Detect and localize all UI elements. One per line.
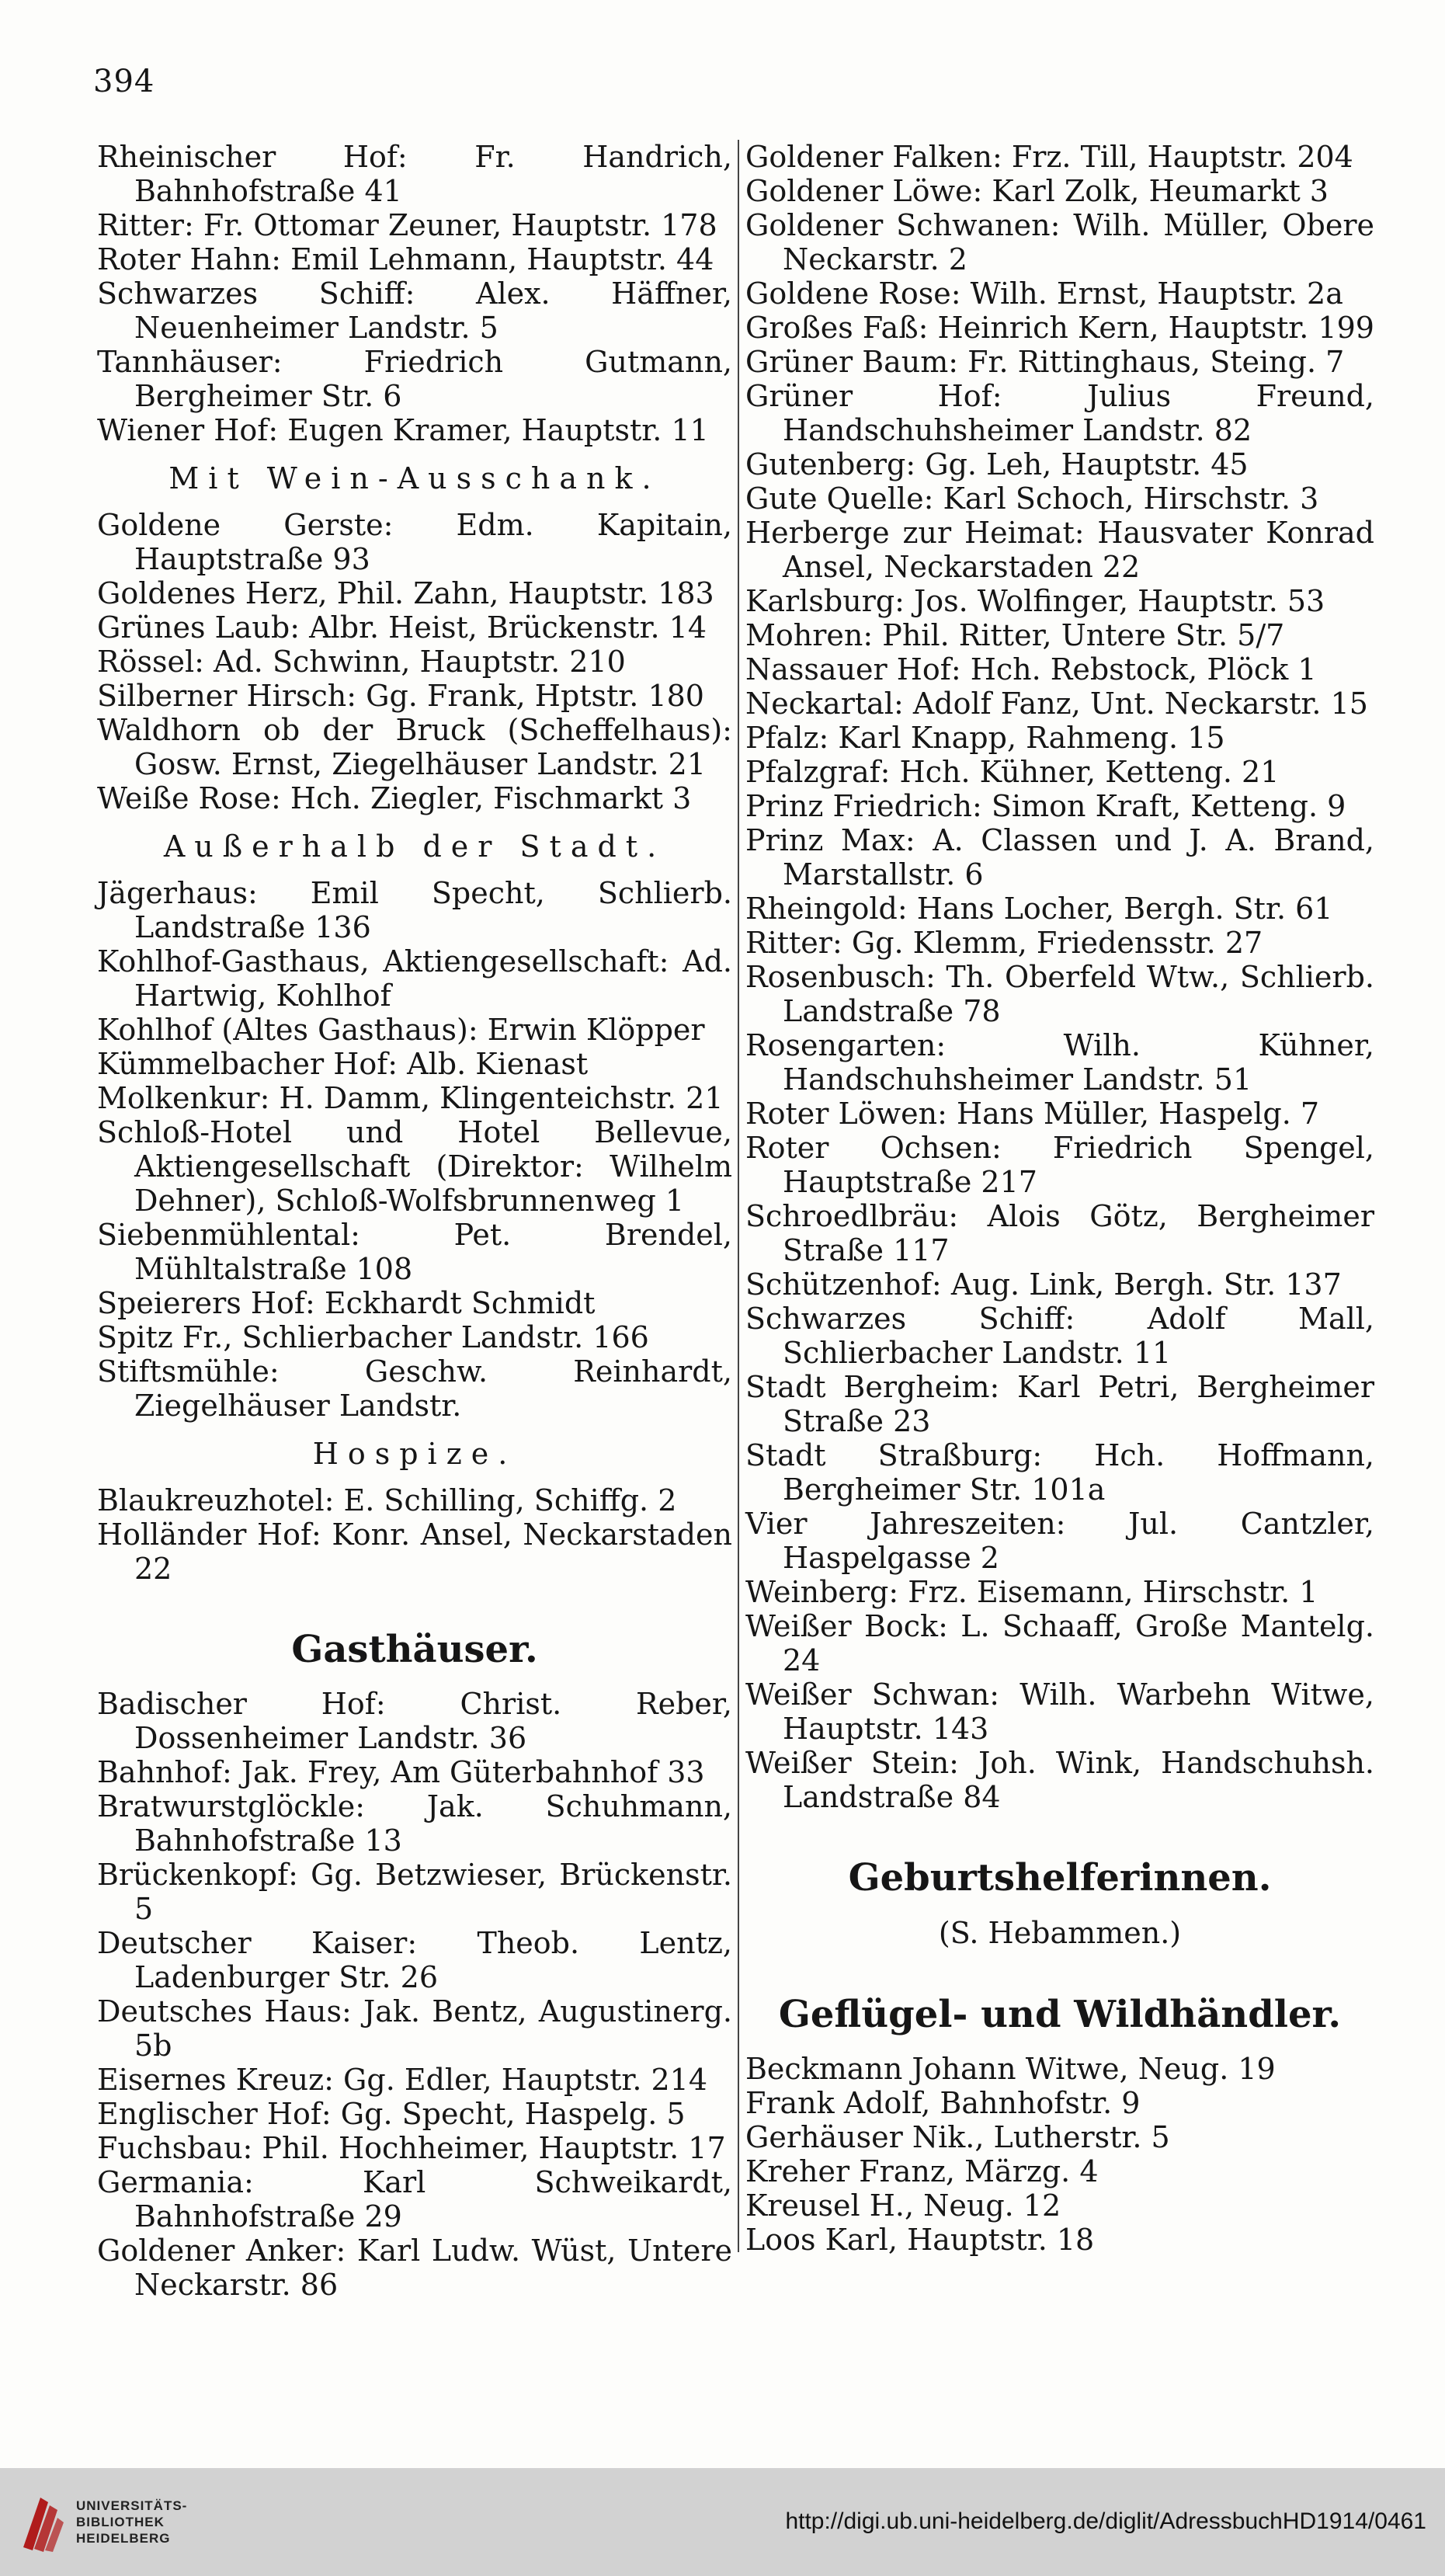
directory-entry: Rosenbusch: Th. Oberfeld Wtw., Schlierb. Landstraße 78: [745, 960, 1374, 1028]
directory-entry: Eisernes Kreuz: Gg. Edler, Hauptstr. 214: [97, 2063, 708, 2097]
directory-entry: Herberge zur Heimat: Hausvater Konrad Ansel, Neckarstaden 22: [745, 516, 1374, 584]
directory-entry: Silberner Hirsch: Gg. Frank, Hptstr. 180: [97, 679, 704, 713]
directory-entry: Beckmann Johann Witwe, Neug. 19: [745, 2052, 1276, 2086]
directory-entry: Schwarzes Schiff: Alex. Häffner, Neuenheimer Landstr. 5: [97, 276, 732, 345]
directory-entry: Grüner Hof: Julius Freund, Handschuhsheimer Landstr. 82: [745, 379, 1374, 447]
directory-entry: Roter Ochsen: Friedrich Spengel, Hauptstraße 217: [745, 1131, 1374, 1199]
page-number: 394: [93, 64, 155, 99]
directory-entry: Kohlhof-Gasthaus, Aktiengesellschaft: Ad. Hartwig, Kohlhof: [97, 944, 732, 1013]
section-heading: Geflügel- und Wildhändler.: [778, 1993, 1342, 2036]
directory-entry: Gutenberg: Gg. Leh, Hauptstr. 45: [745, 447, 1249, 481]
directory-entry: Jägerhaus: Emil Specht, Schlierb. Landstraße 136: [97, 876, 732, 944]
directory-entry: Goldener Anker: Karl Ludw. Wüst, Untere Neckarstr. 86: [97, 2234, 732, 2302]
directory-entry: Englischer Hof: Gg. Specht, Haspelg. 5: [97, 2097, 686, 2131]
directory-entry: Goldener Löwe: Karl Zolk, Heumarkt 3: [745, 174, 1329, 208]
directory-entry: Blaukreuzhotel: E. Schilling, Schiffg. 2: [97, 1483, 677, 1517]
directory-entry: Bratwurstglöckle: Jak. Schuhmann, Bahnhofstraße 13: [97, 1789, 732, 1858]
directory-entry: Gerhäuser Nik., Lutherstr. 5: [745, 2120, 1170, 2154]
directory-entry: Fuchsbau: Phil. Hochheimer, Hauptstr. 17: [97, 2131, 726, 2165]
directory-entry: Kohlhof (Altes Gasthaus): Erwin Klöpper: [97, 1013, 705, 1047]
directory-entry: Gute Quelle: Karl Schoch, Hirschstr. 3: [745, 481, 1319, 516]
directory-entry: Roter Hahn: Emil Lehmann, Hauptstr. 44: [97, 242, 714, 276]
directory-entry: Badischer Hof: Christ. Reber, Dossenheimer Landstr. 36: [97, 1687, 732, 1755]
subsection-heading: Mit Wein-Ausschank.: [168, 461, 661, 495]
directory-entry: Weißer Schwan: Wilh. Warbehn Witwe, Hauptstr. 143: [745, 1677, 1374, 1746]
directory-entry: Siebenmühlental: Pet. Brendel, Mühltalstraße 108: [97, 1218, 732, 1286]
directory-entry: Schützenhof: Aug. Link, Bergh. Str. 137: [745, 1267, 1342, 1302]
directory-entry: Goldene Rose: Wilh. Ernst, Hauptstr. 2a: [745, 276, 1343, 311]
directory-entry: Stiftsmühle: Geschw. Reinhardt, Ziegelhäuser Landstr.: [97, 1354, 732, 1423]
section-note: (S. Hebammen.): [938, 1916, 1182, 1950]
directory-entry: Prinz Max: A. Classen und J. A. Brand, Marstallstr. 6: [745, 823, 1374, 892]
directory-entry: Bahnhof: Jak. Frey, Am Güterbahnhof 33: [97, 1755, 705, 1789]
directory-entry: Vier Jahreszeiten: Jul. Cantzler, Haspelgasse 2: [745, 1507, 1374, 1575]
directory-entry: Pfalz: Karl Knapp, Rahmeng. 15: [745, 721, 1225, 755]
directory-entry: Stadt Bergheim: Karl Petri, Bergheimer Straße 23: [745, 1370, 1374, 1438]
directory-entry: Neckartal: Adolf Fanz, Unt. Neckarstr. 15: [745, 687, 1368, 721]
directory-entry: Schroedlbräu: Alois Götz, Bergheimer Straße 117: [745, 1199, 1374, 1267]
directory-entry: Ritter: Gg. Klemm, Friedensstr. 27: [745, 926, 1263, 960]
subsection-heading: Hospize.: [312, 1437, 517, 1471]
directory-entry: Speierers Hof: Eckhardt Schmidt: [97, 1286, 596, 1320]
directory-entry: Deutsches Haus: Jak. Bentz, Augustinerg. 5b: [97, 1994, 732, 2063]
directory-entry: Tannhäuser: Friedrich Gutmann, Bergheimer Str. 6: [97, 345, 732, 413]
directory-entry: Roter Löwen: Hans Müller, Haspelg. 7: [745, 1097, 1320, 1131]
directory-entry: Rosengarten: Wilh. Kühner, Handschuhsheimer Landstr. 51: [745, 1028, 1374, 1097]
directory-entry: Loos Karl, Hauptstr. 18: [745, 2223, 1095, 2257]
section-heading: Geburtshelferinnen.: [848, 1856, 1272, 1900]
directory-entry: Weiße Rose: Hch. Ziegler, Fischmarkt 3: [97, 781, 692, 815]
directory-entry: Goldenes Herz, Phil. Zahn, Hauptstr. 183: [97, 576, 714, 610]
directory-entry: Spitz Fr., Schlierbacher Landstr. 166: [97, 1320, 649, 1354]
directory-entry: Rheingold: Hans Locher, Bergh. Str. 61: [745, 892, 1333, 926]
directory-entry: Goldene Gerste: Edm. Kapitain, Hauptstraße 93: [97, 508, 732, 576]
directory-entry: Wiener Hof: Eugen Kramer, Hauptstr. 11: [97, 413, 709, 447]
directory-entry: Weißer Bock: L. Schaaff, Große Mantelg. 24: [745, 1609, 1374, 1677]
directory-entry: Karlsburg: Jos. Wolfinger, Hauptstr. 53: [745, 584, 1325, 618]
source-url[interactable]: http://digi.ub.uni-heidelberg.de/diglit/AdressbuchHD1914/0461: [785, 2508, 1426, 2534]
directory-entry: Nassauer Hof: Hch. Rebstock, Plöck 1: [745, 652, 1317, 687]
directory-entry: Ritter: Fr. Ottomar Zeuner, Hauptstr. 178: [97, 208, 717, 242]
directory-entry: Grüner Baum: Fr. Rittinghaus, Steing. 7: [745, 345, 1345, 379]
directory-entry: Rössel: Ad. Schwinn, Hauptstr. 210: [97, 645, 626, 679]
directory-entry: Rheinischer Hof: Fr. Handrich, Bahnhofstraße 41: [97, 140, 732, 208]
directory-entry: Goldener Schwanen: Wilh. Müller, Obere Neckarstr. 2: [745, 208, 1374, 276]
subsection-heading: Außerhalb der Stadt.: [163, 829, 666, 864]
footer-bar: [0, 2468, 1445, 2576]
directory-entry: Mohren: Phil. Ritter, Untere Str. 5/7: [745, 618, 1285, 652]
directory-entry: Weißer Stein: Joh. Wink, Handschuhsh. Landstraße 84: [745, 1746, 1374, 1814]
library-logo-text: [76, 2498, 187, 2546]
directory-entry: Kreher Franz, Märzg. 4: [745, 2154, 1099, 2188]
column-divider: [738, 140, 739, 2252]
directory-entry: Weinberg: Frz. Eisemann, Hirschstr. 1: [745, 1575, 1318, 1609]
directory-entry: Germania: Karl Schweikardt, Bahnhofstraße 29: [97, 2165, 732, 2234]
directory-entry: Holländer Hof: Konr. Ansel, Neckarstaden 22: [97, 1517, 732, 1586]
directory-entry: Kümmelbacher Hof: Alb. Kienast: [97, 1047, 589, 1081]
directory-entry: Schwarzes Schiff: Adolf Mall, Schlierbacher Landstr. 11: [745, 1302, 1374, 1370]
directory-entry: Deutscher Kaiser: Theob. Lentz, Ladenburger Str. 26: [97, 1926, 732, 1994]
directory-entry: Kreusel H., Neug. 12: [745, 2188, 1061, 2223]
directory-entry: Schloß-Hotel und Hotel Bellevue, Aktiengesellschaft (Direktor: Wilhelm Dehner), Schloß-Wolfsbrunnenweg 1: [97, 1115, 732, 1218]
directory-entry: Pfalzgraf: Hch. Kühner, Ketteng. 21: [745, 755, 1280, 789]
directory-entry: Frank Adolf, Bahnhofstr. 9: [745, 2086, 1141, 2120]
logo-line: UNIVERSITÄTS-: [76, 2498, 188, 2513]
right-column: [745, 140, 1374, 2257]
directory-entry: Grünes Laub: Albr. Heist, Brückenstr. 14: [97, 610, 707, 645]
directory-entry: Waldhorn ob der Bruck (Scheffelhaus): Gosw. Ernst, Ziegelhäuser Landstr. 21: [97, 713, 732, 781]
directory-entry: Brückenkopf: Gg. Betzwieser, Brückenstr. 5: [97, 1858, 732, 1926]
left-column: [97, 140, 732, 2302]
section-heading: Gasthäuser.: [291, 1628, 538, 1671]
directory-entry: Goldener Falken: Frz. Till, Hauptstr. 204: [745, 140, 1353, 174]
logo-line: HEIDELBERG: [76, 2531, 171, 2546]
logo-line: BIBLIOTHEK: [76, 2515, 165, 2529]
directory-entry: Stadt Straßburg: Hch. Hoffmann, Bergheimer Str. 101a: [745, 1438, 1374, 1507]
directory-entry: Prinz Friedrich: Simon Kraft, Ketteng. 9: [745, 789, 1346, 823]
directory-entry: Molkenkur: H. Damm, Klingenteichstr. 21: [97, 1081, 724, 1115]
library-logo-icon: [17, 2491, 65, 2553]
directory-entry: Großes Faß: Heinrich Kern, Hauptstr. 199: [745, 311, 1374, 345]
